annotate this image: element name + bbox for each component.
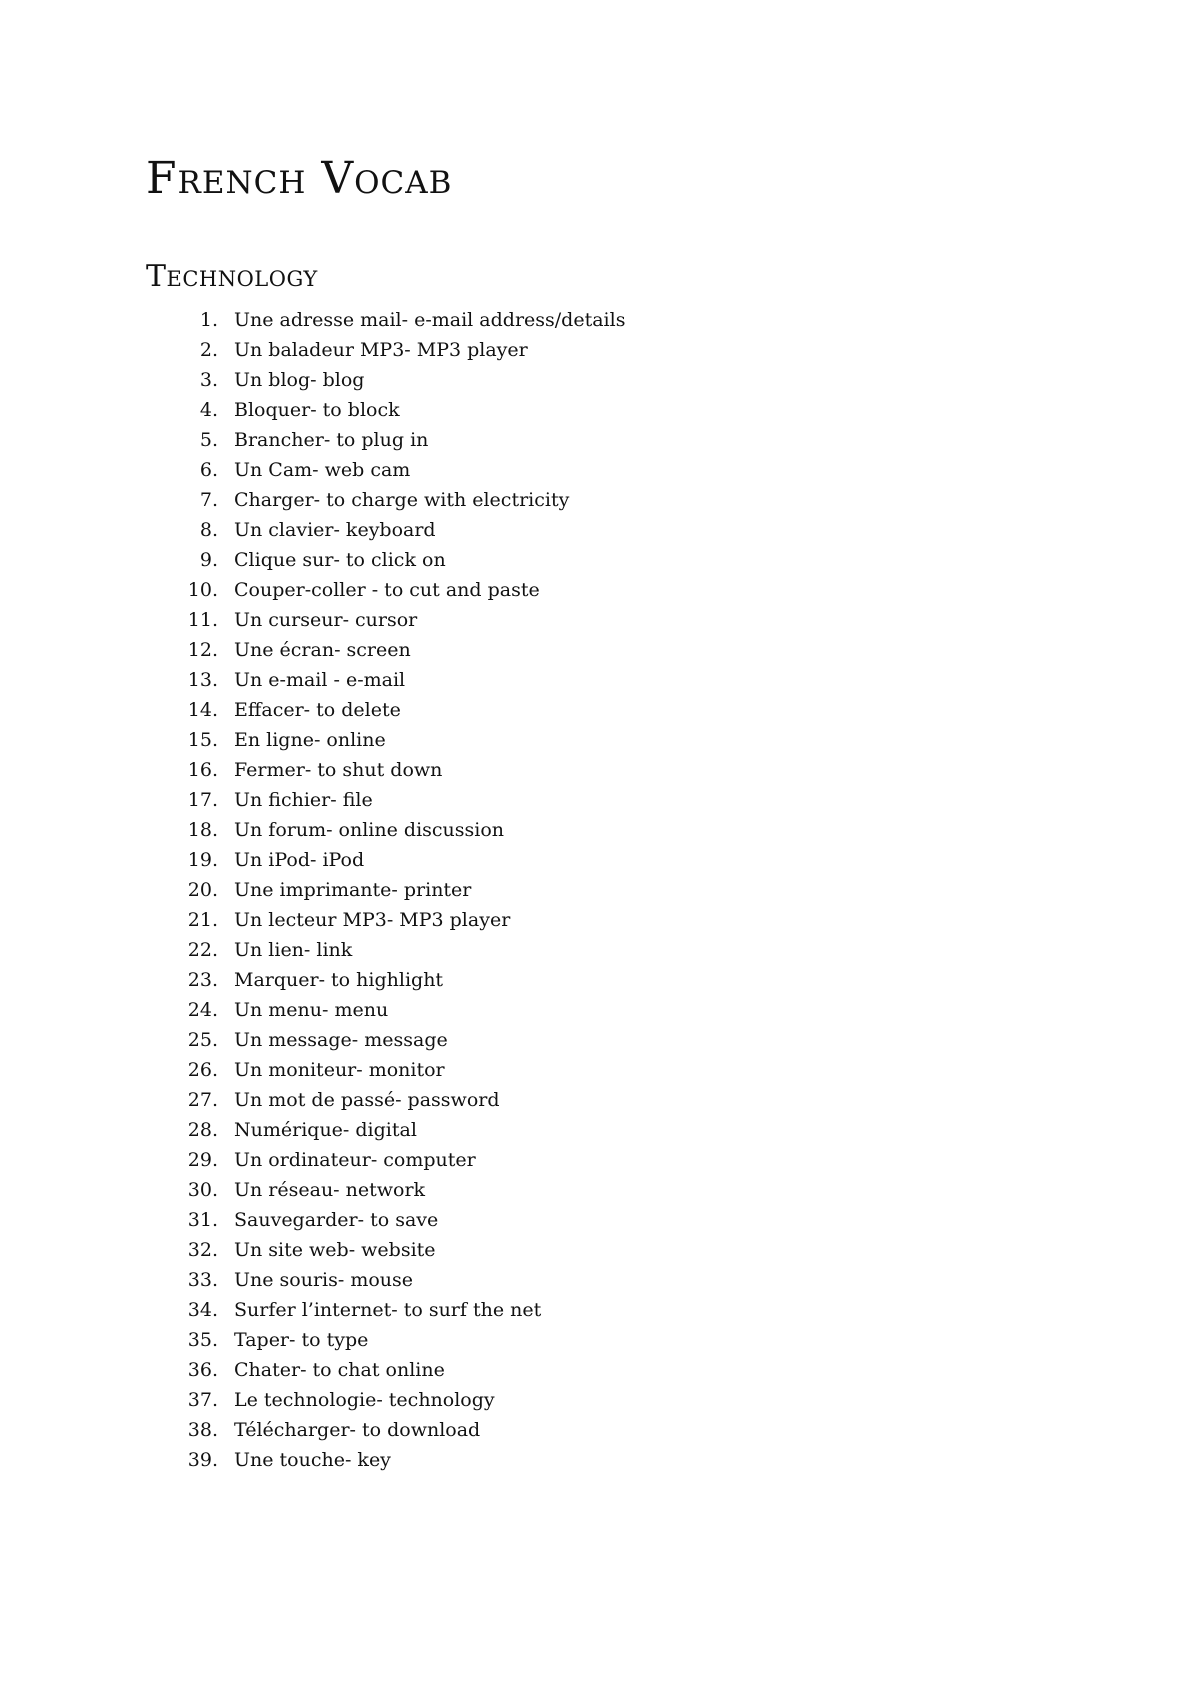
list-item — [146, 1115, 625, 1145]
list-item-text: Une souris- mouse — [234, 1269, 414, 1291]
list-item-text: Un ordinateur- computer — [234, 1149, 476, 1171]
list-item-number: 38. — [187, 1419, 218, 1441]
list-item-number: 23. — [187, 969, 218, 991]
list-item — [146, 875, 625, 905]
list-item-text: Un réseau- network — [234, 1179, 426, 1201]
list-item-text: Une adresse mail- e-mail address/details — [234, 309, 626, 331]
list-item — [146, 425, 625, 455]
list-item-text: Chater- to chat online — [234, 1359, 445, 1381]
list-item — [146, 785, 625, 815]
list-item-number: 9. — [199, 549, 218, 571]
list-item — [146, 545, 625, 575]
list-item-text: Un site web- website — [234, 1239, 436, 1261]
list-item-text: Un iPod- iPod — [234, 849, 365, 871]
list-item — [146, 305, 625, 335]
list-item — [146, 365, 625, 395]
list-item — [146, 815, 625, 845]
list-item-text: En ligne- online — [234, 729, 386, 751]
list-item-number: 14. — [187, 699, 218, 721]
list-item — [146, 485, 625, 515]
list-item-number: 36. — [187, 1359, 218, 1381]
list-item-number: 21. — [187, 909, 218, 931]
list-item — [146, 1355, 625, 1385]
list-item-number: 39. — [187, 1449, 218, 1471]
list-item-number: 2. — [199, 339, 218, 361]
list-item — [146, 725, 625, 755]
list-item-number: 22. — [187, 939, 218, 961]
list-item — [146, 335, 625, 365]
list-item-number: 18. — [187, 819, 218, 841]
list-item — [146, 575, 625, 605]
list-item-text: Un blog- blog — [234, 369, 365, 391]
list-item — [146, 1235, 625, 1265]
list-item-number: 29. — [187, 1149, 218, 1171]
list-item — [146, 1085, 625, 1115]
list-item-number: 24. — [187, 999, 218, 1021]
list-item-text: Effacer- to delete — [234, 699, 401, 721]
list-item — [146, 1385, 625, 1415]
list-item-number: 12. — [187, 639, 218, 661]
list-item-number: 25. — [187, 1029, 218, 1051]
list-item — [146, 605, 625, 635]
list-item — [146, 935, 625, 965]
list-item — [146, 515, 625, 545]
list-item — [146, 1055, 625, 1085]
list-item-text: Un baladeur MP3- MP3 player — [234, 339, 528, 361]
list-item-text: Un clavier- keyboard — [234, 519, 436, 541]
list-item-text: Un lecteur MP3- MP3 player — [234, 909, 511, 931]
list-item-number: 1. — [199, 309, 218, 331]
list-item-text: Taper- to type — [234, 1329, 369, 1351]
list-item-number: 16. — [187, 759, 218, 781]
section-heading: Technology — [146, 259, 318, 294]
list-item-number: 19. — [187, 849, 218, 871]
list-item — [146, 1445, 625, 1475]
list-item — [146, 665, 625, 695]
list-item-text: Une écran- screen — [234, 639, 411, 661]
list-item-number: 15. — [187, 729, 218, 751]
list-item — [146, 1145, 625, 1175]
list-item-text: Marquer- to highlight — [234, 969, 444, 991]
list-item-number: 6. — [199, 459, 218, 481]
list-item-number: 8. — [199, 519, 218, 541]
list-item-text: Un fichier- file — [234, 789, 373, 811]
list-item — [146, 1025, 625, 1055]
list-item — [146, 1265, 625, 1295]
list-item-text: Un mot de passé- password — [234, 1089, 500, 1111]
list-item — [146, 395, 625, 425]
list-item — [146, 1325, 625, 1355]
list-item-number: 32. — [187, 1239, 218, 1261]
list-item-number: 35. — [187, 1329, 218, 1351]
page-title: French Vocab — [146, 153, 453, 204]
list-item-text: Fermer- to shut down — [234, 759, 443, 781]
list-item — [146, 845, 625, 875]
list-item-text: Un message- message — [234, 1029, 448, 1051]
list-item-number: 33. — [187, 1269, 218, 1291]
list-item-number: 30. — [187, 1179, 218, 1201]
list-item-text: Un curseur- cursor — [234, 609, 418, 631]
list-item-text: Sauvegarder- to save — [234, 1209, 439, 1231]
list-item — [146, 1415, 625, 1445]
list-item — [146, 755, 625, 785]
list-item-text: Un menu- menu — [234, 999, 389, 1021]
list-item-text: Bloquer- to block — [234, 399, 400, 421]
list-item-text: Surfer l’internet- to surf the net — [234, 1299, 542, 1321]
vocab-list — [146, 305, 625, 1475]
list-item-number: 4. — [199, 399, 218, 421]
list-item-text: Télécharger- to download — [234, 1419, 481, 1441]
list-item-text: Une imprimante- printer — [234, 879, 472, 901]
list-item-text: Brancher- to plug in — [234, 429, 429, 451]
list-item-number: 20. — [187, 879, 218, 901]
list-item-number: 31. — [187, 1209, 218, 1231]
list-item-number: 10. — [187, 579, 218, 601]
list-item-text: Un Cam- web cam — [234, 459, 411, 481]
list-item — [146, 995, 625, 1025]
list-item — [146, 965, 625, 995]
list-item-number: 11. — [187, 609, 218, 631]
list-item-number: 37. — [187, 1389, 218, 1411]
list-item — [146, 695, 625, 725]
list-item-text: Un e-mail - e-mail — [234, 669, 406, 691]
list-item — [146, 635, 625, 665]
list-item — [146, 1295, 625, 1325]
list-item-text: Numérique- digital — [234, 1119, 417, 1141]
list-item-number: 13. — [187, 669, 218, 691]
list-item-text: Un lien- link — [234, 939, 353, 961]
list-item-text: Un moniteur- monitor — [234, 1059, 445, 1081]
list-item-text: Un forum- online discussion — [234, 819, 505, 841]
list-item-number: 17. — [187, 789, 218, 811]
list-item — [146, 1175, 625, 1205]
list-item-text: Couper-coller - to cut and paste — [234, 579, 540, 601]
list-item-number: 5. — [199, 429, 218, 451]
list-item-text: Charger- to charge with electricity — [234, 489, 570, 511]
list-item-text: Clique sur- to click on — [234, 549, 446, 571]
list-item-number: 28. — [187, 1119, 218, 1141]
list-item-number: 7. — [199, 489, 218, 511]
list-item — [146, 455, 625, 485]
list-item-text: Une touche- key — [234, 1449, 391, 1471]
list-item — [146, 1205, 625, 1235]
list-item-number: 26. — [187, 1059, 218, 1081]
list-item-text: Le technologie- technology — [234, 1389, 495, 1411]
list-item — [146, 905, 625, 935]
list-item-number: 27. — [187, 1089, 218, 1111]
list-item-number: 34. — [187, 1299, 218, 1321]
list-item-number: 3. — [199, 369, 218, 391]
